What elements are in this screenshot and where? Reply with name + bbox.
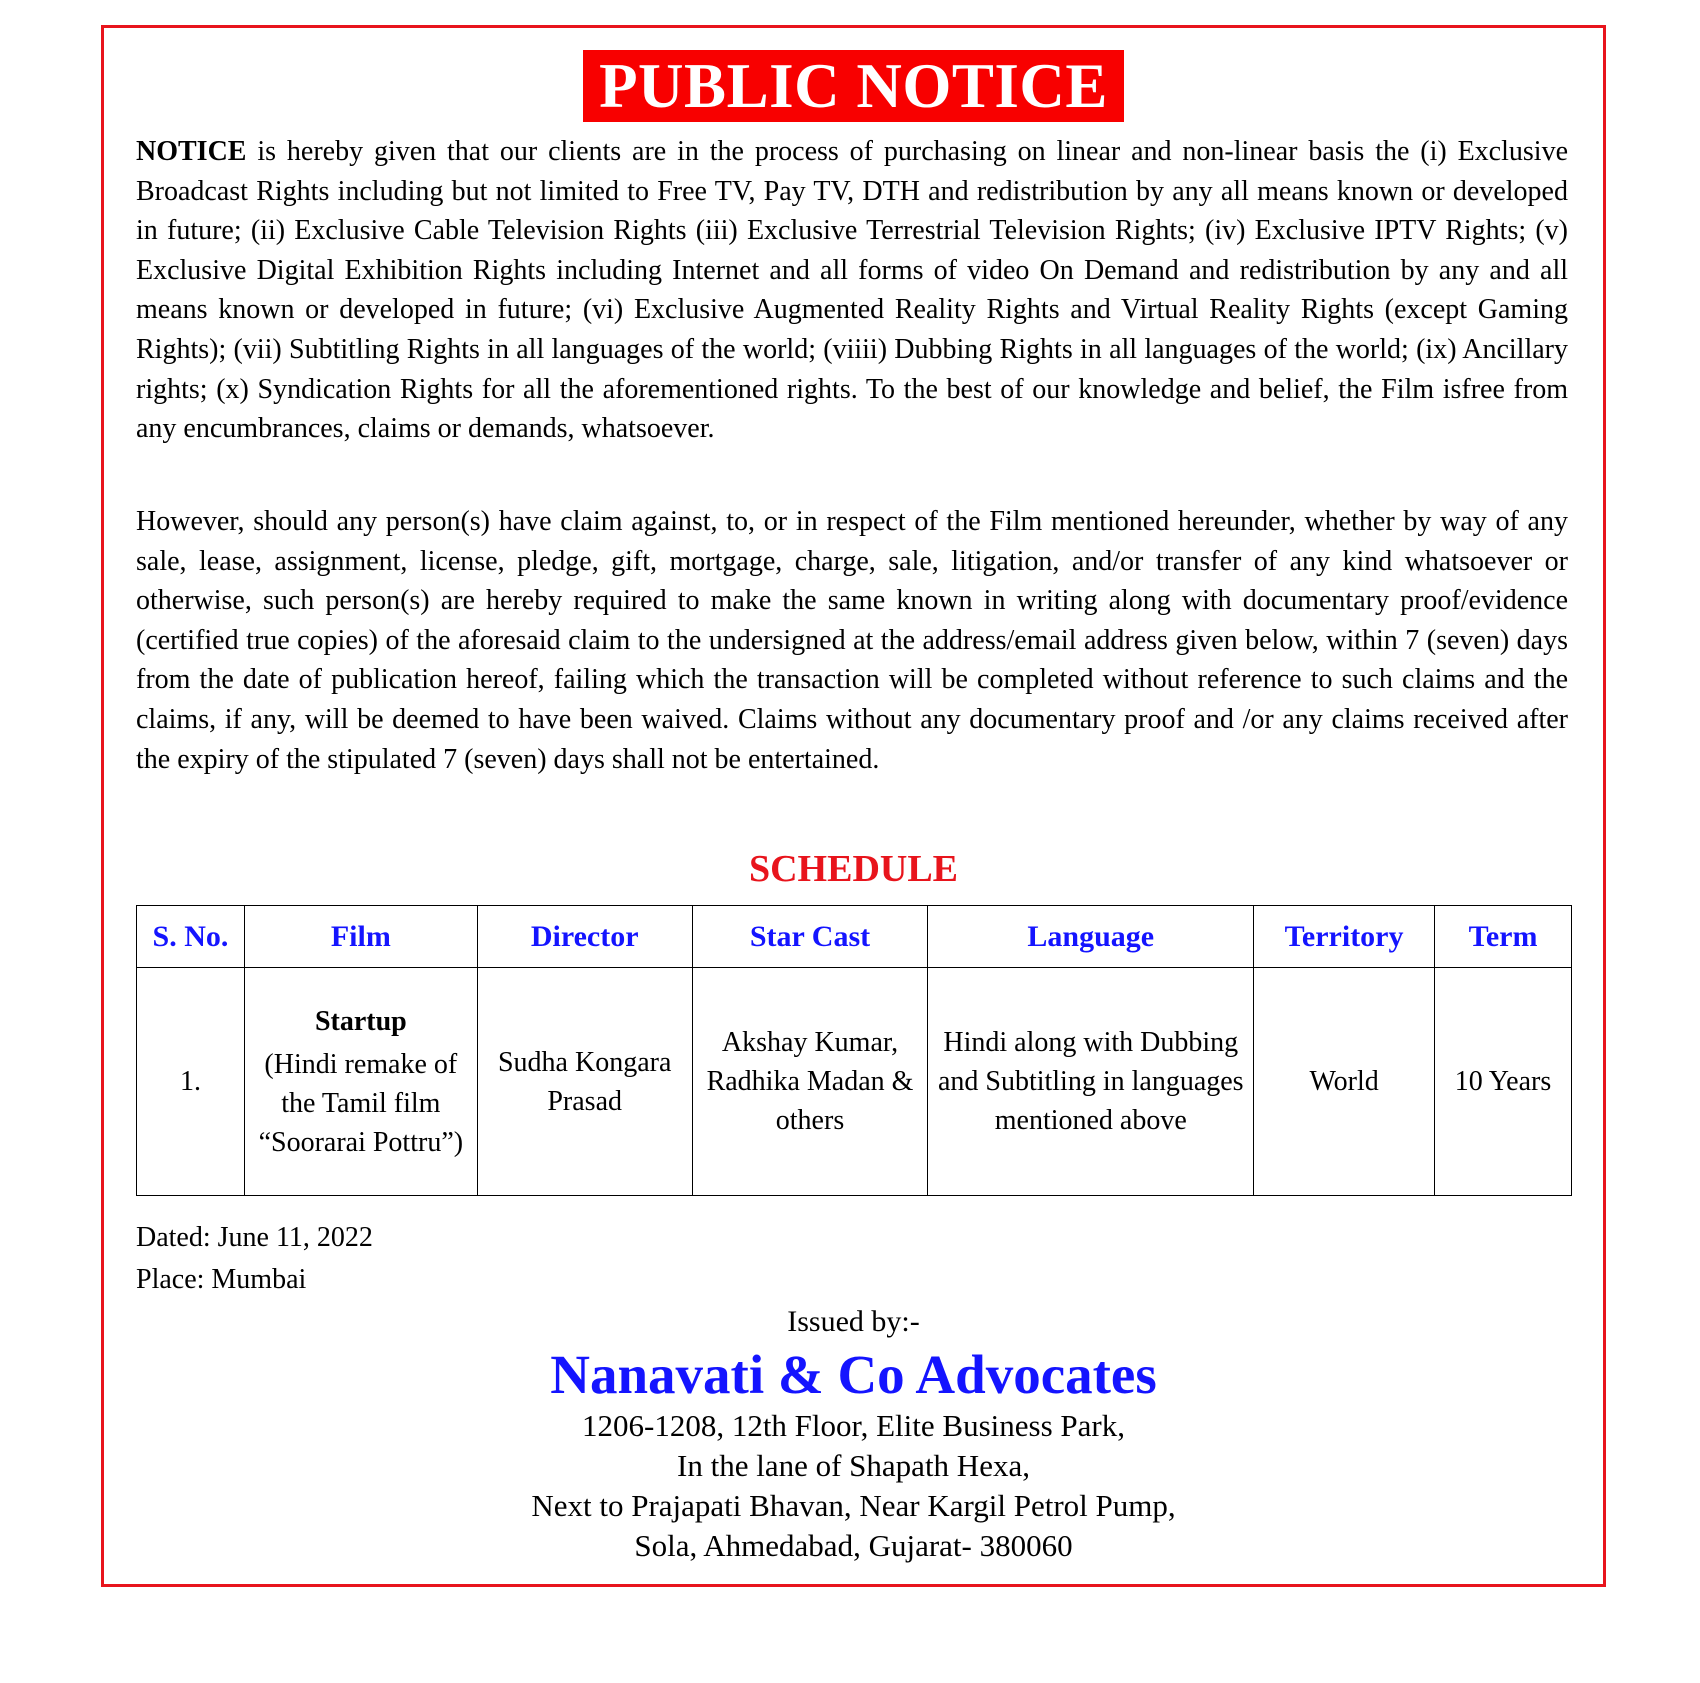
schedule-table bbox=[136, 905, 1572, 1196]
film-note: (Hindi remake of the Tamil film “Soorarai Pottru”) bbox=[258, 1048, 464, 1158]
dated-line: Dated: June 11, 2022 bbox=[136, 1222, 373, 1253]
address-line-1: 1206-1208, 12th Floor, Elite Business Park, bbox=[582, 1408, 1125, 1443]
column-header-film: Film bbox=[244, 906, 477, 968]
cell-sno: 1. bbox=[137, 968, 245, 1196]
cell-territory: World bbox=[1254, 968, 1435, 1196]
notice-paragraph-1-text: is hereby given that our clients are in the process of purchasing on linear and non-linear basis the (i) Exclusive Broadcast Rights including but not limited to Free TV, Pay TV, DTH and redistribution by any all means known or developed in future; (ii) Exclusive Cable Television Rights (iii) Exclusive Terrestrial Television Rights; (iv) Exclusive IPTV Rights; (v) Exclusive Digital Exhibition Rights including Internet and all forms of video On Demand and redistribution by any and all means known or developed in future; (vi) Exclusive Augmented Reality Rights and Virtual Reality Rights (except Gaming Rights); (vii) Subtitling Rights in all languages of the world; (viiii) Dubbing Rights in all languages of the world; (ix) Ancillary rights; (x) Syndication Rights for all the aforementioned rights. To the best of our knowledge and belief, the Film isfree from any encumbrances, claims or demands, whatsoever. bbox=[136, 136, 1568, 445]
notice-frame bbox=[101, 25, 1606, 1587]
address-line-3: Next to Prajapati Bhavan, Near Kargil Petrol Pump, bbox=[531, 1488, 1176, 1523]
notice-paragraph-2: However, should any person(s) have claim against, to, or in respect of the Film mentioned hereunder, whether by way of any sale, lease, assignment, license, pledge, gift, mortgage, charge, sale, litigation, and/or transfer of any kind whatsoever or otherwise, such person(s) are hereby required to make the same known in writing along with documentary proof/evidence (certified true copies) of the aforesaid claim to the undersigned at the address/email address given below, within 7 (seven) days from the date of publication hereof, failing which the transaction will be completed without reference to such claims and the claims, if any, will be deemed to have been waived. Claims without any documentary proof and /or any claims received after the expiry of the stipulated 7 (seven) days shall not be entertained. bbox=[136, 506, 1568, 775]
notice-title: PUBLIC NOTICE bbox=[583, 50, 1124, 122]
column-header-language: Language bbox=[928, 906, 1254, 968]
firm-name: Nanavati & Co Advocates bbox=[550, 1344, 1157, 1405]
table-row bbox=[137, 968, 1572, 1196]
column-header-sno: S. No. bbox=[137, 906, 245, 968]
schedule-heading: SCHEDULE bbox=[748, 848, 959, 890]
place-line: Place: Mumbai bbox=[136, 1264, 307, 1295]
film-title: Startup bbox=[314, 1005, 407, 1037]
column-header-term: Term bbox=[1435, 906, 1572, 968]
table-header-row bbox=[137, 906, 1572, 968]
cell-film bbox=[244, 968, 477, 1196]
column-header-star-cast: Star Cast bbox=[692, 906, 928, 968]
column-header-territory: Territory bbox=[1254, 906, 1435, 968]
cell-language: Hindi along with Dubbing and Subtitling in languages mentioned above bbox=[928, 968, 1254, 1196]
address-line-2: In the lane of Shapath Hexa, bbox=[677, 1448, 1030, 1483]
notice-paragraph-1 bbox=[136, 132, 1568, 449]
cell-director: Sudha Kongara Prasad bbox=[477, 968, 692, 1196]
title-wrap bbox=[104, 50, 1603, 122]
notice-lead-word: NOTICE bbox=[136, 136, 247, 167]
issuer-block bbox=[104, 1300, 1603, 1566]
cell-term: 10 Years bbox=[1435, 968, 1572, 1196]
column-header-director: Director bbox=[477, 906, 692, 968]
issued-by-label: Issued by:- bbox=[787, 1305, 920, 1338]
cell-star-cast: Akshay Kumar, Radhika Madan & others bbox=[692, 968, 928, 1196]
address-line-4: Sola, Ahmedabad, Gujarat- 380060 bbox=[634, 1528, 1073, 1563]
